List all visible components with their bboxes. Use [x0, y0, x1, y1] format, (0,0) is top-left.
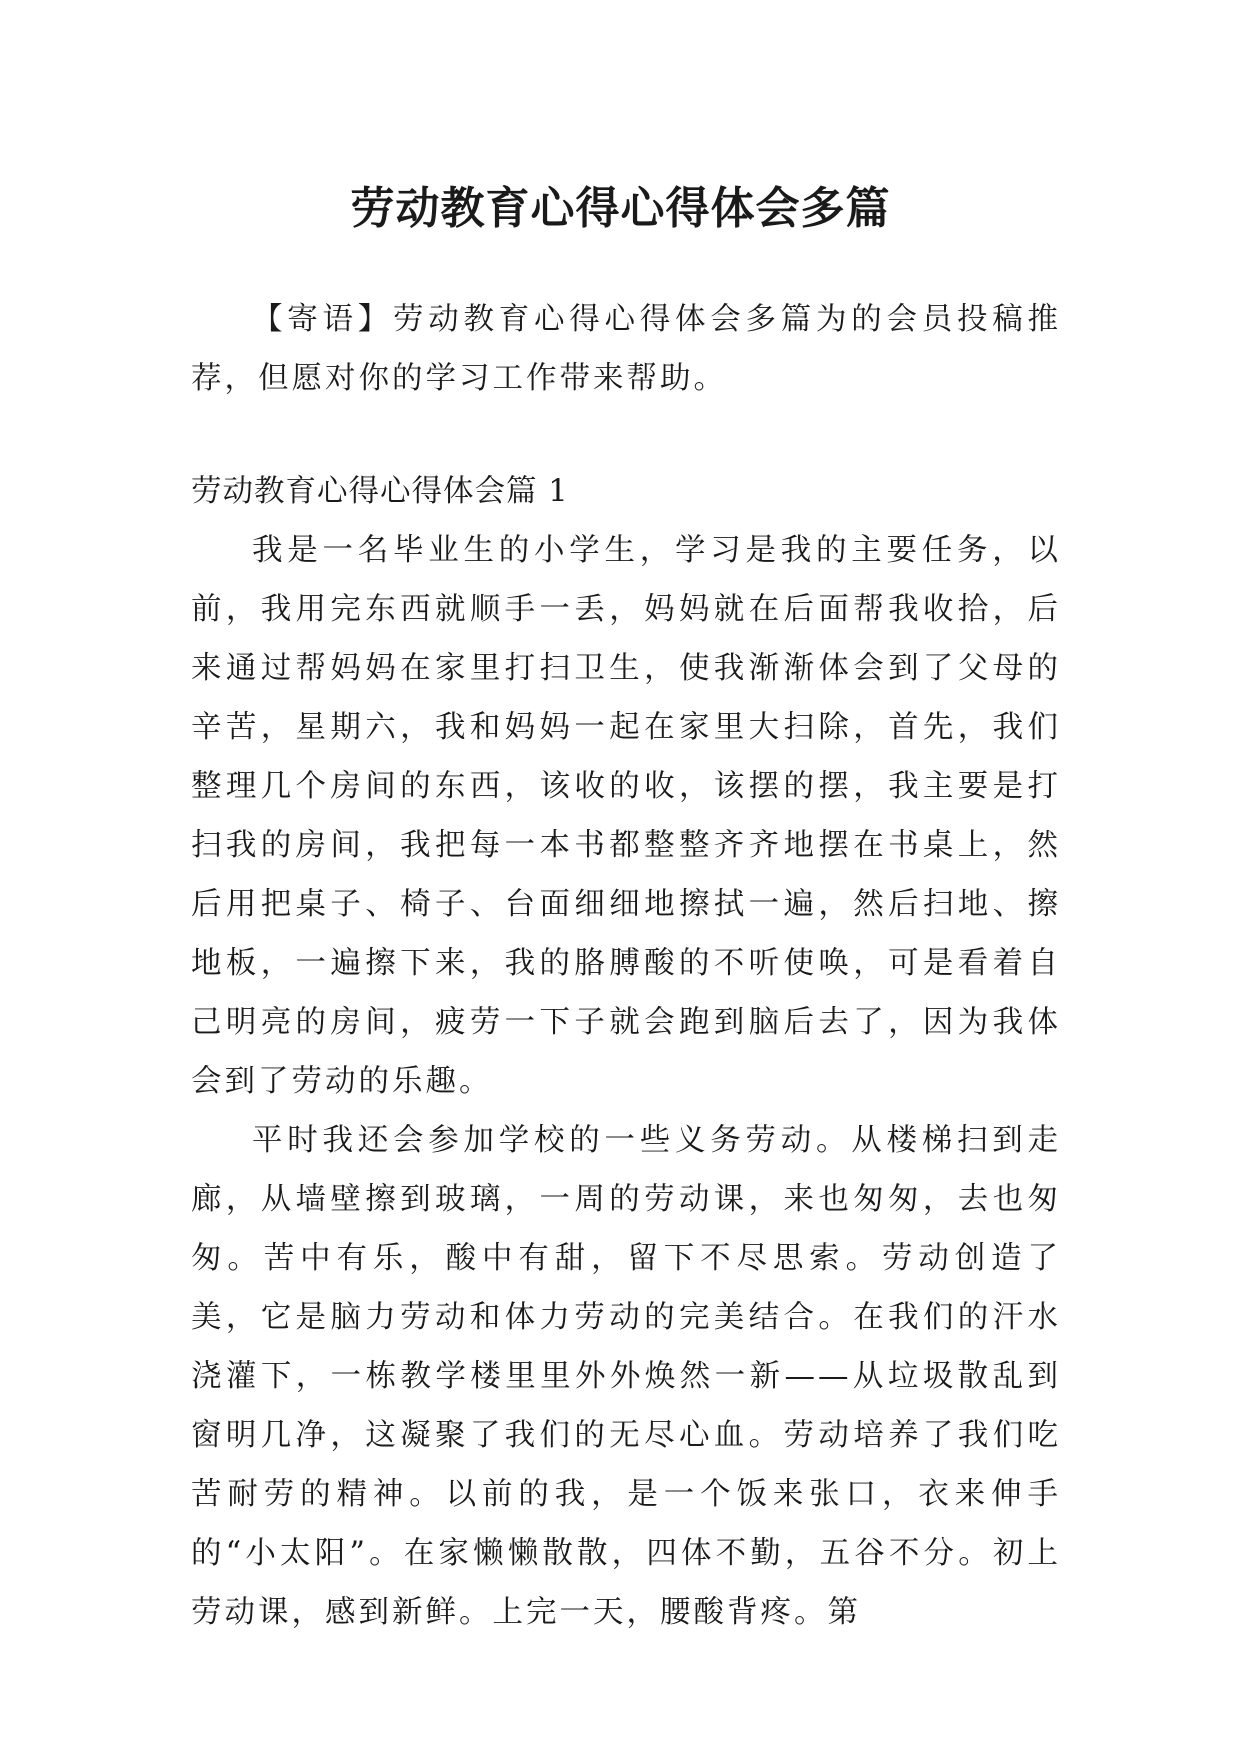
body-paragraph: 我是一名毕业生的小学生，学习是我的主要任务，以前，我用完东西就顺手一丢，妈妈就在后面帮我收拾，后来通过帮妈妈在家里打扫卫生，使我渐渐体会到了父母的辛苦，星期六，我和妈妈一起在家里大扫除，首先，我们整理几个房间的东西，该收的收，该摆的摆，我主要是打扫我的房间，我把每一本书都整整齐齐地摆在书桌上，然后用把桌子、椅子、台面细细地擦拭一遍，然后扫地、擦地板，一遍擦下来，我的胳膊酸的不听使唤，可是看着自己明亮的房间，疲劳一下子就会跑到脑后去了，因为我体会到了劳动的乐趣。	[191, 533, 1061, 1099]
section-heading: 劳动教育心得心得体会篇 1	[191, 474, 569, 509]
section-body	[191, 521, 1061, 1642]
intro-block	[191, 290, 1061, 408]
body-paragraph: 平时我还会参加学校的一些义务劳动。从楼梯扫到走廊，从墙壁擦到玻璃，一周的劳动课，来也匆匆，去也匆匆。苦中有乐，酸中有甜，留下不尽思索。劳动创造了美，它是脑力劳动和体力劳动的完美结合。在我们的汗水浇灌下，一栋教学楼里里外外焕然一新——从垃圾散乱到窗明几净，这凝聚了我们的无尽心血。劳动培养了我们吃苦耐劳的精神。以前的我，是一个饭来张口，衣来伸手的“小太阳”。在家懒懒散散，四体不勤，五谷不分。初上劳动课，感到新鲜。上完一天，腰酸背疼。第	[191, 1123, 1061, 1630]
document-title: 劳动教育心得心得体会多篇	[350, 183, 891, 235]
intro-paragraph: 【寄语】劳动教育心得心得体会多篇为的会员投稿推荐，但愿对你的学习工作带来帮助。	[191, 302, 1061, 396]
